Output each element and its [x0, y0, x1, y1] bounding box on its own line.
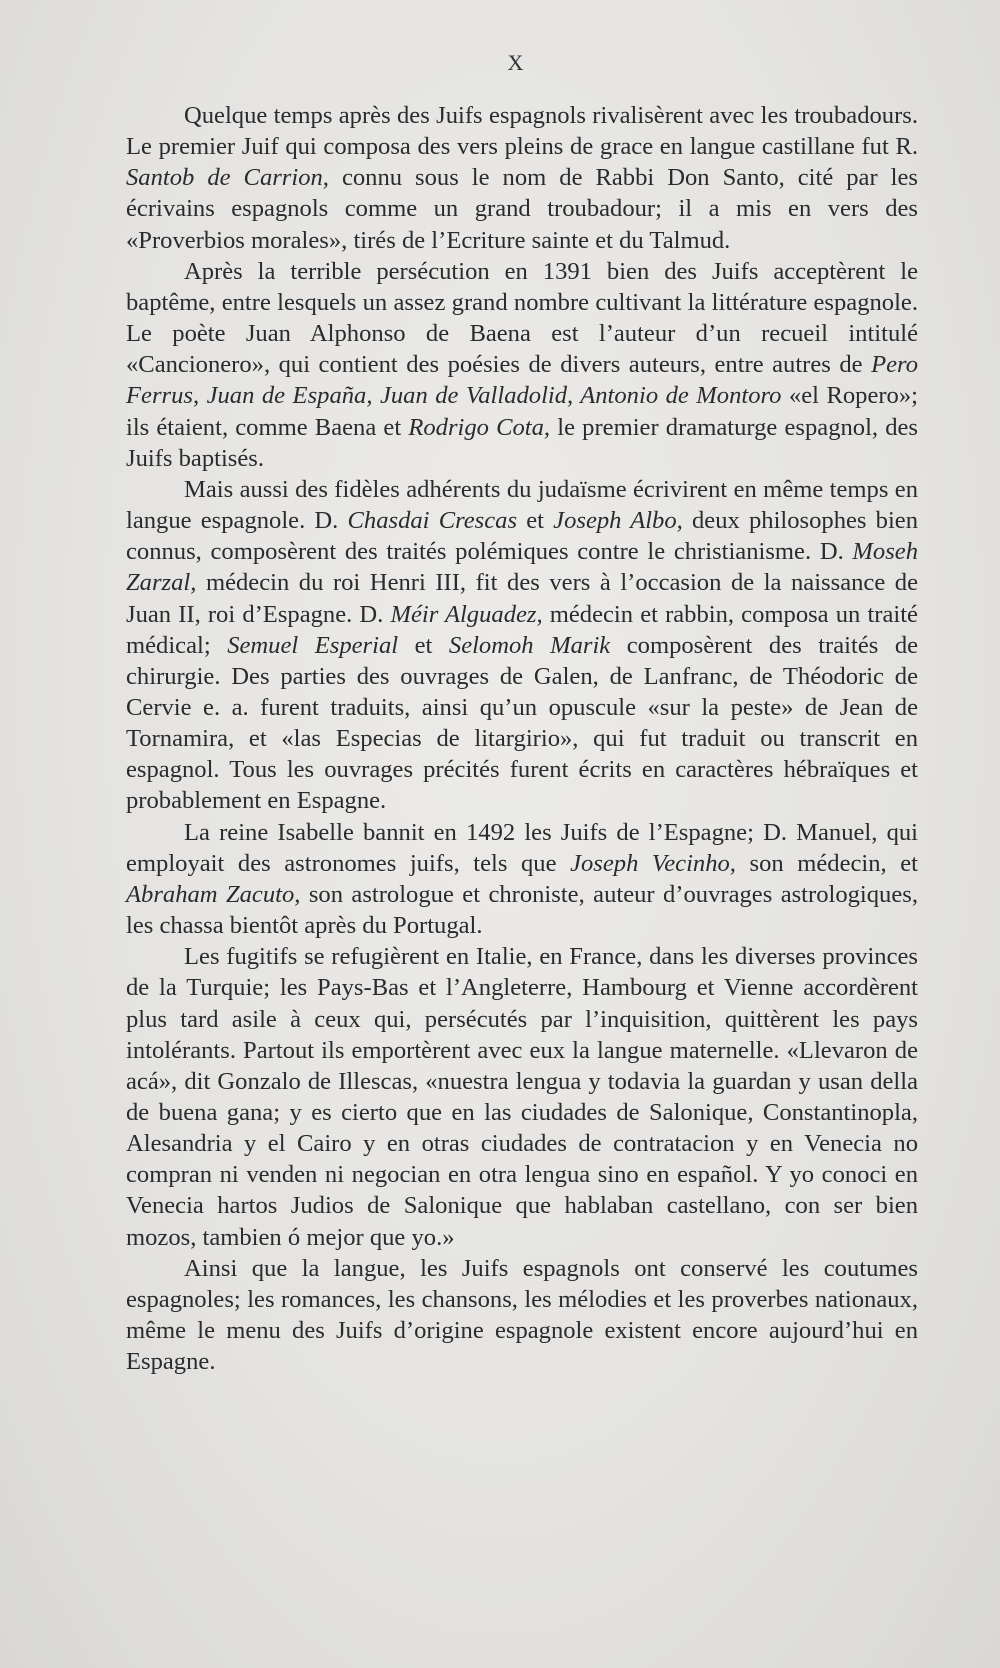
text-run: composèrent des traités de chirurgie. Des parties des ouvrages de Galen, de Lanfranc, de Théodoric de Cervie e. a. furent traduits, ainsi qu’un opuscule «sur la peste» de Jean de Tornamira, et «las Especias de litargirio», qui fut traduit ou transcrit en espagnol. Tous les ouvrages précités furent écrits en caractères hébraïques et probablement en Espagne. [126, 631, 919, 815]
text-run: La reine Isabelle bannit en 1492 les Juifs de l’Espagne; D. Manuel, qui employait des astronomes juifs, tels que [126, 818, 918, 877]
body-text [126, 100, 918, 1377]
text-run: son médecin, et [735, 849, 918, 877]
text-run: Les fugitifs se refugièrent en Italie, en France, dans les diverses provinces de la Turquie; les Pays-Bas et l’Angleterre, Hambourg et Vienne accordèrent plus tard asile à ceux qui, persécutés par l’inquisition, quittèrent les pays intolérants. Partout ils emportèrent avec eux la langue maternelle. «Llevaron de acá», dit Gonzalo de Illescas, «nuestra lengua y todavia la guardan y usan della de buena gana; y es cierto que en las ciudades de Salonique, Constantinopla, Alesandria y el Cairo y en otras ciudades de contratacion y en Venecia no compran ni venden ni negocian en otra lengua sino en español. Y yo conoci en Venecia hartos Judios de Salonique que hablaban castellano, con ser bien mozos, tambien ó mejor que yo.» [126, 943, 918, 1251]
italic-name: Méir Alguadez, [390, 600, 543, 628]
text-run: le premier dramaturge espagnol, des Juifs baptisés. [126, 413, 919, 472]
text-run: et [398, 631, 449, 659]
italic-name: Pero Ferrus, Juan de España, Juan de Valladolid, Antonio de Montoro [126, 351, 918, 410]
text-run: Après la terrible persécution en 1391 bien des Juifs acceptèrent le baptême, entre lesquels un assez grand nombre cultivant la littérature espagnole. Le poète Juan Alphonso de Baena est l’auteur d’un recueil intitulé «Cancionero», qui contient des poésies de divers auteurs, entre autres de [126, 257, 918, 379]
paragraph [126, 941, 918, 1253]
text-run: et [517, 507, 554, 535]
italic-name: Abraham Zacuto, [126, 880, 301, 908]
text-run: «el Ropero»; ils étaient, comme Baena et [126, 382, 918, 441]
italic-name: Rodrigo Cota, [408, 413, 551, 441]
text-run: Mais aussi des fidèles adhérents du judaïsme écrivirent en même temps en langue espagnole. D. [126, 475, 918, 535]
italic-name: Santob de Carrion, [126, 164, 329, 192]
paragraph [126, 1253, 918, 1378]
text-run: Quelque temps après des Juifs espagnols rivalisèrent avec les troubadours. Le premier Juif qui composa des vers pleins de grace en langue castillane fut R. [126, 102, 918, 161]
italic-name: Joseph Vecinho, [570, 849, 736, 877]
text-run: deux philosophes bien connus, composèrent des traités polémiques contre le christianisme. D. [126, 507, 918, 566]
italic-name: Moseh Zarzal, [126, 538, 918, 597]
text-run: connu sous le nom de Rabbi Don Santo, cité par les écrivains espagnols comme un grand troubadour; il a mis en vers des «Proverbios morales», tirés de l’Ecriture sainte et du Talmud. [126, 164, 918, 254]
paragraph [126, 256, 918, 474]
page-number: X [507, 50, 525, 75]
text-run: médecin du roi Henri III, fit des vers à l’occasion de la naissance de Juan II, roi d’Espagne. D. [126, 569, 918, 628]
paragraph [126, 100, 918, 256]
italic-name: Joseph Albo, [553, 507, 683, 535]
text-run: médecin et rabbin, composa un traité médical; [126, 600, 918, 659]
text-run: Ainsi que la langue, les Juifs espagnols ont conservé les coutumes espagnoles; les romances, les chansons, les mélodies et les proverbes nationaux, même le menu des Juifs d’origine espagnole existent encore aujourd’hui en Espagne. [126, 1254, 918, 1376]
italic-name: Semuel Esperial [227, 631, 399, 659]
italic-name: Chasdai Crescas [347, 507, 518, 535]
paragraph [126, 474, 918, 817]
text-run: son astrologue et chroniste, auteur d’ouvrages astrologiques, les chassa bientôt après du Portugal. [126, 880, 918, 940]
paragraph [126, 817, 918, 942]
italic-name: Selomoh Marik [448, 631, 611, 659]
